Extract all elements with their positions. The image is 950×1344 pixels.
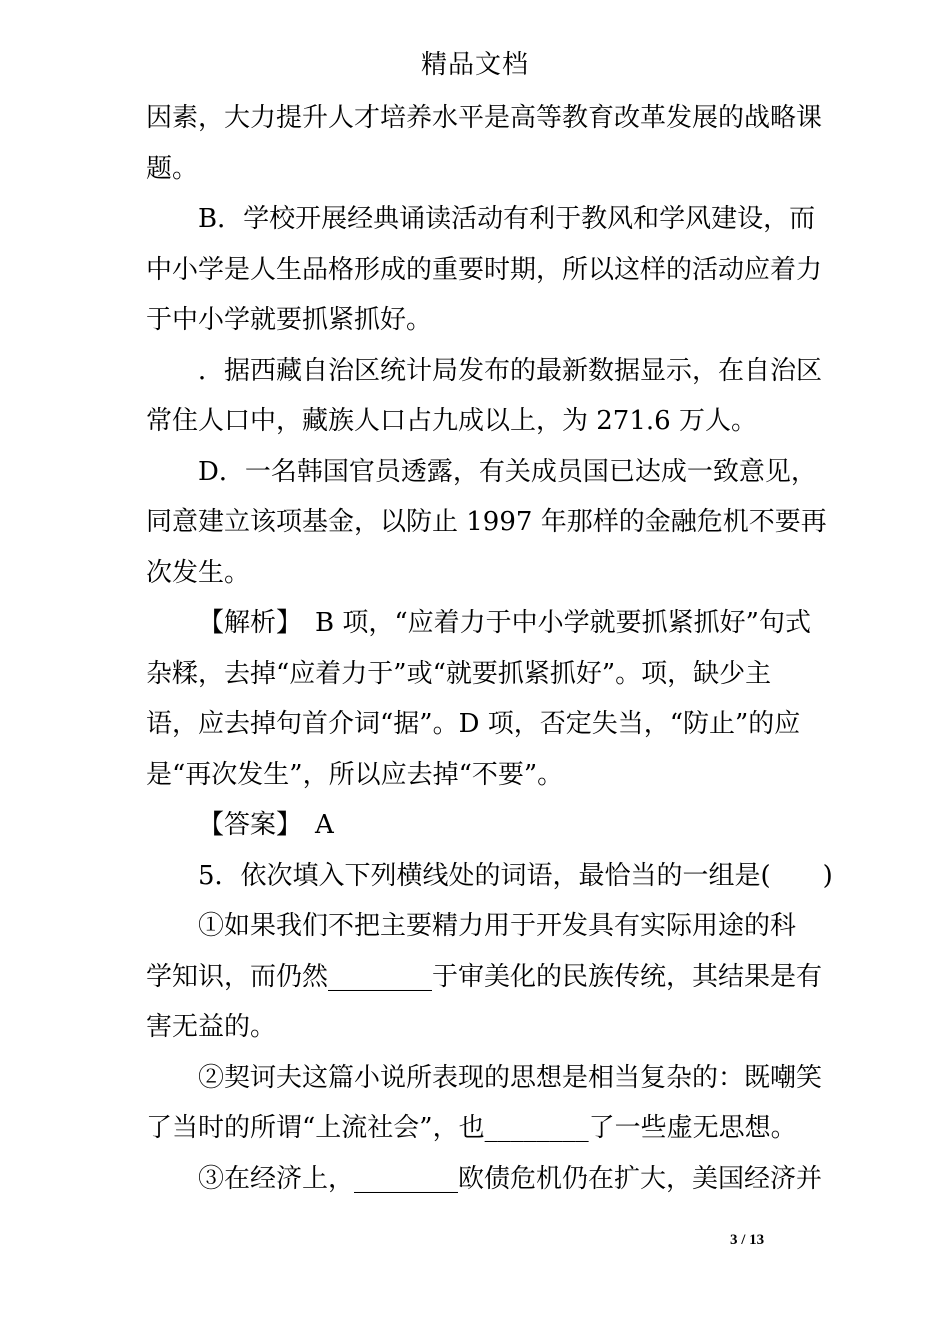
option-d-line: D．一名韩国官员透露，有关成员国已达成一致意见， <box>198 456 817 487</box>
text-line: 害无益的。 <box>146 1012 277 1042</box>
text-line: 题。 <box>146 153 199 184</box>
text-line: 因素，大力提升人才培养水平是高等教育改革发展的战略课 <box>146 103 823 133</box>
text-line: 语，应去掉句首介词“据”。D 项，否定失当，“防止”的应 <box>146 709 801 739</box>
sentence-2-line: ②契诃夫这篇小说所表现的思想是相当复杂的：既嘲笑 <box>198 1062 823 1093</box>
text-line: 了当时的所谓“上流社会”，也________了一些虚无思想。 <box>146 1113 797 1143</box>
sentence-3-line: ③在经济上，________欧债危机仍在扩大，美国经济并 <box>198 1163 823 1194</box>
option-c-line: ．据西藏自治区统计局发布的最新数据显示，在自治区 <box>198 355 823 386</box>
page-number: 3 / 13 <box>730 1232 765 1248</box>
text-line: 次发生。 <box>146 557 251 588</box>
text-line: 是“再次发生”，所以应去掉“不要”。 <box>146 759 564 790</box>
option-b-line: B．学校开展经典诵读活动有利于教风和学风建设，而 <box>198 204 816 234</box>
text-line: 同意建立该项基金，以防止 1997 年那样的金融危机不要再 <box>146 507 827 537</box>
question-5-line: 5．依次填入下列横线处的词语，最恰当的一组是( ) <box>198 860 833 891</box>
page-header-title: 精品文档 <box>420 50 529 80</box>
sentence-1-line: ①如果我们不把主要精力用于开发具有实际用途的科 <box>198 911 797 941</box>
text-line: 常住人口中，藏族人口占九成以上，为 271.6 万人。 <box>146 406 757 436</box>
analysis-line: 【解析】 B 项，“应着力于中小学就要抓紧抓好”句式 <box>198 608 811 638</box>
text-line: 杂糅，去掉“应着力于”或“就要抓紧抓好”。项，缺少主 <box>146 658 772 689</box>
text-line: 学知识，而仍然________于审美化的民族传统，其结果是有 <box>146 961 823 992</box>
answer-line: 【答案】 A <box>198 810 334 840</box>
document-body <box>146 93 833 1204</box>
text-line: 于中小学就要抓紧抓好。 <box>146 305 433 335</box>
text-line: 中小学是人生品格形成的重要时期，所以这样的活动应着力 <box>146 254 823 285</box>
